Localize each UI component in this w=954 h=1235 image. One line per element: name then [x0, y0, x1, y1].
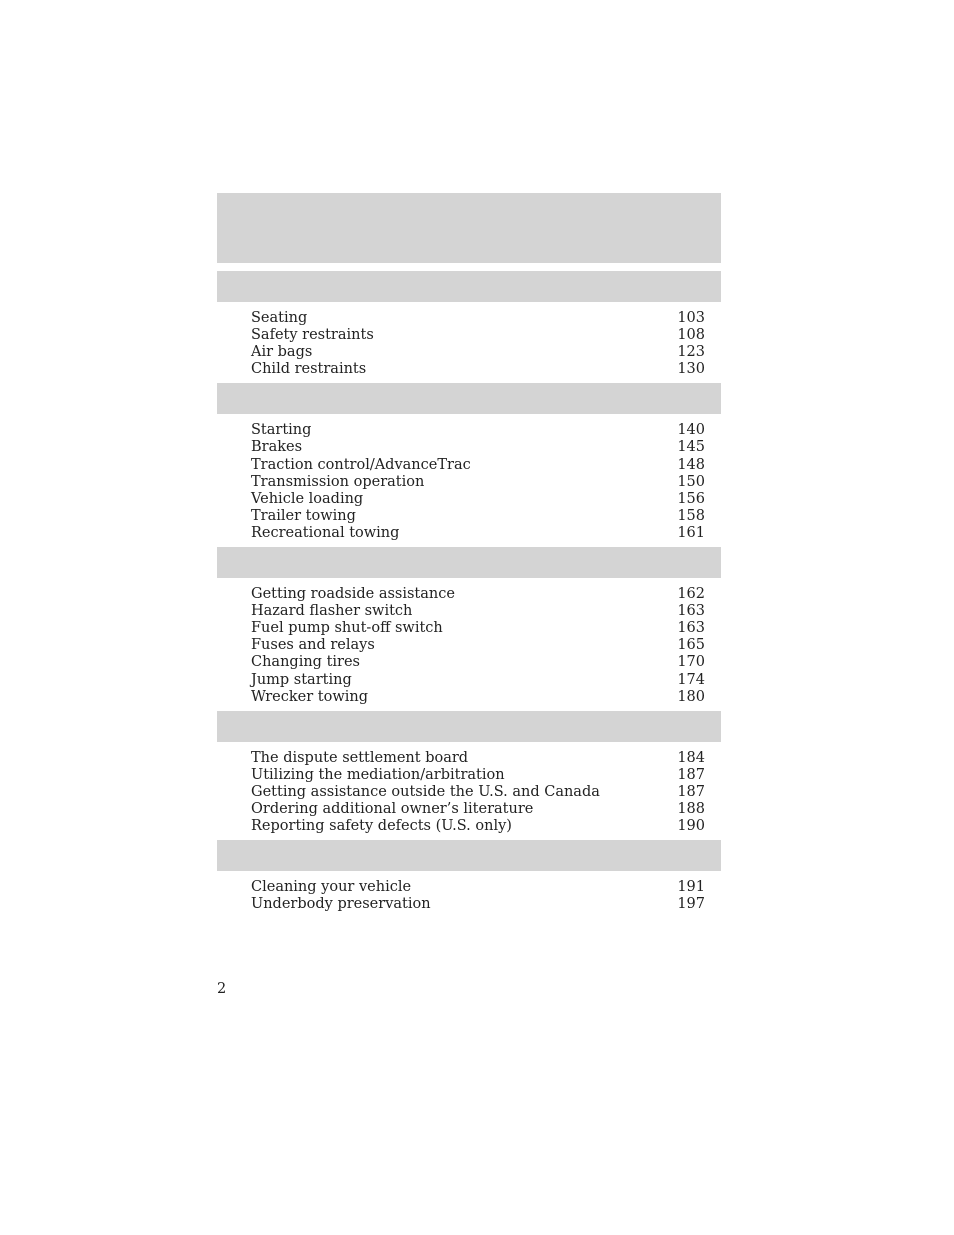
- entry-title: Utilizing the mediation/arbitration: [251, 766, 505, 783]
- entry-page: 187: [677, 766, 705, 783]
- entry-title: Wrecker towing: [251, 688, 369, 705]
- entry-title: Recreational towing: [251, 524, 400, 541]
- toc-entry[interactable]: [251, 474, 705, 491]
- section-band: [217, 271, 721, 302]
- entry-page: 145: [677, 439, 705, 456]
- entry-title: Fuses and relays: [251, 637, 375, 654]
- entry-list: [217, 871, 721, 918]
- entry-title: Underbody preservation: [251, 896, 431, 913]
- entry-page: 148: [677, 456, 705, 473]
- entry-list: [217, 742, 721, 840]
- toc-entry[interactable]: [251, 672, 705, 689]
- toc-entry[interactable]: [251, 457, 705, 474]
- toc-entry[interactable]: [251, 310, 705, 327]
- entry-page: 165: [677, 637, 705, 654]
- entry-list: [217, 578, 721, 711]
- entry-page: 187: [677, 783, 705, 800]
- toc-section: [217, 711, 721, 840]
- entry-page: 162: [677, 586, 705, 603]
- entry-title: Safety restraints: [251, 327, 374, 344]
- entry-title: Traction control/AdvanceTrac: [251, 456, 471, 473]
- entry-page: 197: [677, 896, 705, 913]
- entry-page: 191: [677, 879, 705, 896]
- toc-entry[interactable]: [251, 361, 705, 378]
- entry-page: 180: [677, 688, 705, 705]
- toc-entry[interactable]: [251, 767, 705, 784]
- toc-entry[interactable]: [251, 603, 705, 620]
- toc-entry[interactable]: [251, 879, 705, 896]
- entry-title: Transmission operation: [251, 473, 425, 490]
- toc-entry[interactable]: [251, 508, 705, 525]
- entry-title: Child restraints: [251, 361, 367, 378]
- entry-title: Air bags: [251, 344, 313, 361]
- entry-title: Changing tires: [251, 654, 360, 671]
- toc-entry[interactable]: [251, 750, 705, 767]
- entry-title: Brakes: [251, 439, 303, 456]
- entry-title: Vehicle loading: [251, 490, 364, 507]
- toc-entry[interactable]: [251, 637, 705, 654]
- entry-title: Trailer towing: [251, 507, 356, 524]
- toc-entry[interactable]: [251, 620, 705, 637]
- toc-entry[interactable]: [251, 344, 705, 361]
- toc-entry[interactable]: [251, 586, 705, 603]
- toc-entry[interactable]: [251, 689, 705, 706]
- entry-title: Jump starting: [251, 671, 352, 688]
- section-band: [217, 547, 721, 578]
- entry-page: 174: [677, 671, 705, 688]
- entry-title: Ordering additional owner’s literature: [251, 800, 534, 817]
- table-of-contents: [217, 193, 721, 918]
- entry-page: 150: [677, 473, 705, 490]
- toc-entry[interactable]: [251, 896, 705, 913]
- entry-page: 163: [677, 603, 705, 620]
- page-number: 2: [217, 981, 227, 997]
- entry-title: Reporting safety defects (U.S. only): [251, 818, 512, 835]
- toc-entry[interactable]: [251, 784, 705, 801]
- entry-page: 188: [677, 800, 705, 817]
- toc-entry[interactable]: [251, 439, 705, 456]
- toc-entry[interactable]: [251, 801, 705, 818]
- entry-page: 161: [677, 524, 705, 541]
- header-band: [217, 193, 721, 263]
- entry-page: 156: [677, 490, 705, 507]
- toc-entry[interactable]: [251, 654, 705, 671]
- entry-page: 140: [677, 422, 705, 439]
- entry-title: Cleaning your vehicle: [251, 879, 412, 896]
- toc-section: [217, 840, 721, 918]
- entry-title: Fuel pump shut-off switch: [251, 620, 443, 637]
- entry-title: The dispute settlement board: [251, 749, 469, 766]
- entry-page: 130: [677, 361, 705, 378]
- toc-entry[interactable]: [251, 422, 705, 439]
- entry-list: [217, 302, 721, 383]
- section-band: [217, 711, 721, 742]
- entry-page: 123: [677, 344, 705, 361]
- entry-title: Getting roadside assistance: [251, 586, 455, 603]
- entry-page: 108: [677, 327, 705, 344]
- toc-entry[interactable]: [251, 525, 705, 542]
- toc-section: [217, 271, 721, 383]
- entry-title: Seating: [251, 310, 308, 326]
- toc-entry[interactable]: [251, 491, 705, 508]
- toc-section: [217, 383, 721, 547]
- entry-page: 170: [677, 654, 705, 671]
- section-band: [217, 840, 721, 871]
- section-band: [217, 383, 721, 414]
- entry-page: 103: [677, 310, 705, 326]
- entry-list: [217, 414, 721, 547]
- entry-page: 158: [677, 507, 705, 524]
- toc-entry[interactable]: [251, 818, 705, 835]
- entry-title: Starting: [251, 422, 312, 439]
- toc-entry[interactable]: [251, 327, 705, 344]
- entry-title: Getting assistance outside the U.S. and Canada: [251, 783, 600, 800]
- entry-page: 190: [677, 818, 705, 835]
- entry-title: Hazard flasher switch: [251, 603, 413, 620]
- entry-page: 163: [677, 620, 705, 637]
- toc-section: [217, 547, 721, 711]
- entry-page: 184: [677, 749, 705, 766]
